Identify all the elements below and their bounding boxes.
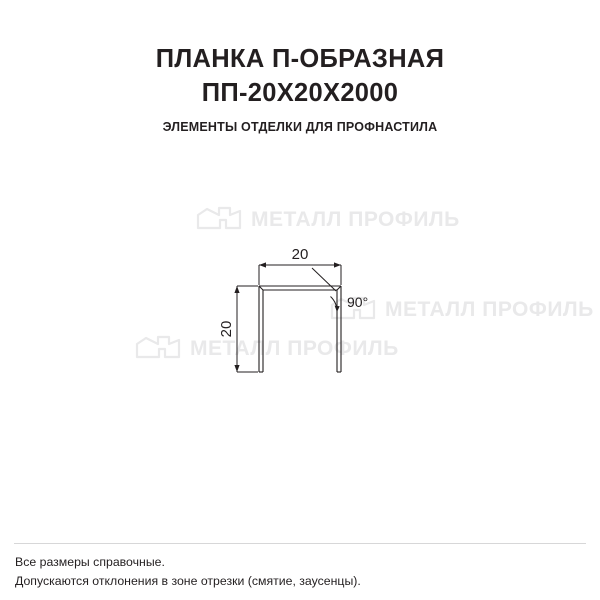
top-dimension-label: 20 xyxy=(291,246,309,263)
top-dimension xyxy=(259,262,341,285)
profile-outline xyxy=(259,286,341,372)
left-dimension-label: 20 xyxy=(218,320,235,338)
footnote-line-1: Все размеры справочные. xyxy=(15,555,165,569)
left-dimension xyxy=(234,286,258,372)
page-header xyxy=(0,44,600,134)
page-category-label: ЭЛЕМЕНТЫ ОТДЕЛКИ ДЛЯ ПРОФНАСТИЛА xyxy=(162,120,438,134)
technical-drawing xyxy=(0,230,600,420)
footnote-line-2: Допускаются отклонения в зоне отрезки (смятие, заусенцы). xyxy=(15,574,361,588)
footnotes xyxy=(15,553,590,591)
footer-divider xyxy=(14,543,586,544)
page-title: ПЛАНКА П-ОБРАЗНАЯ xyxy=(155,45,445,73)
watermark-text: МЕТАЛЛ ПРОФИЛЬ xyxy=(251,208,460,231)
watermark-text: МЕТАЛЛ ПРОФИЛЬ xyxy=(385,298,594,321)
page-subtitle-code: ПП-20Х20Х2000 xyxy=(201,79,399,107)
angle-label: 90° xyxy=(347,294,369,310)
watermark-text: МЕТАЛЛ ПРОФИЛЬ xyxy=(190,337,399,360)
